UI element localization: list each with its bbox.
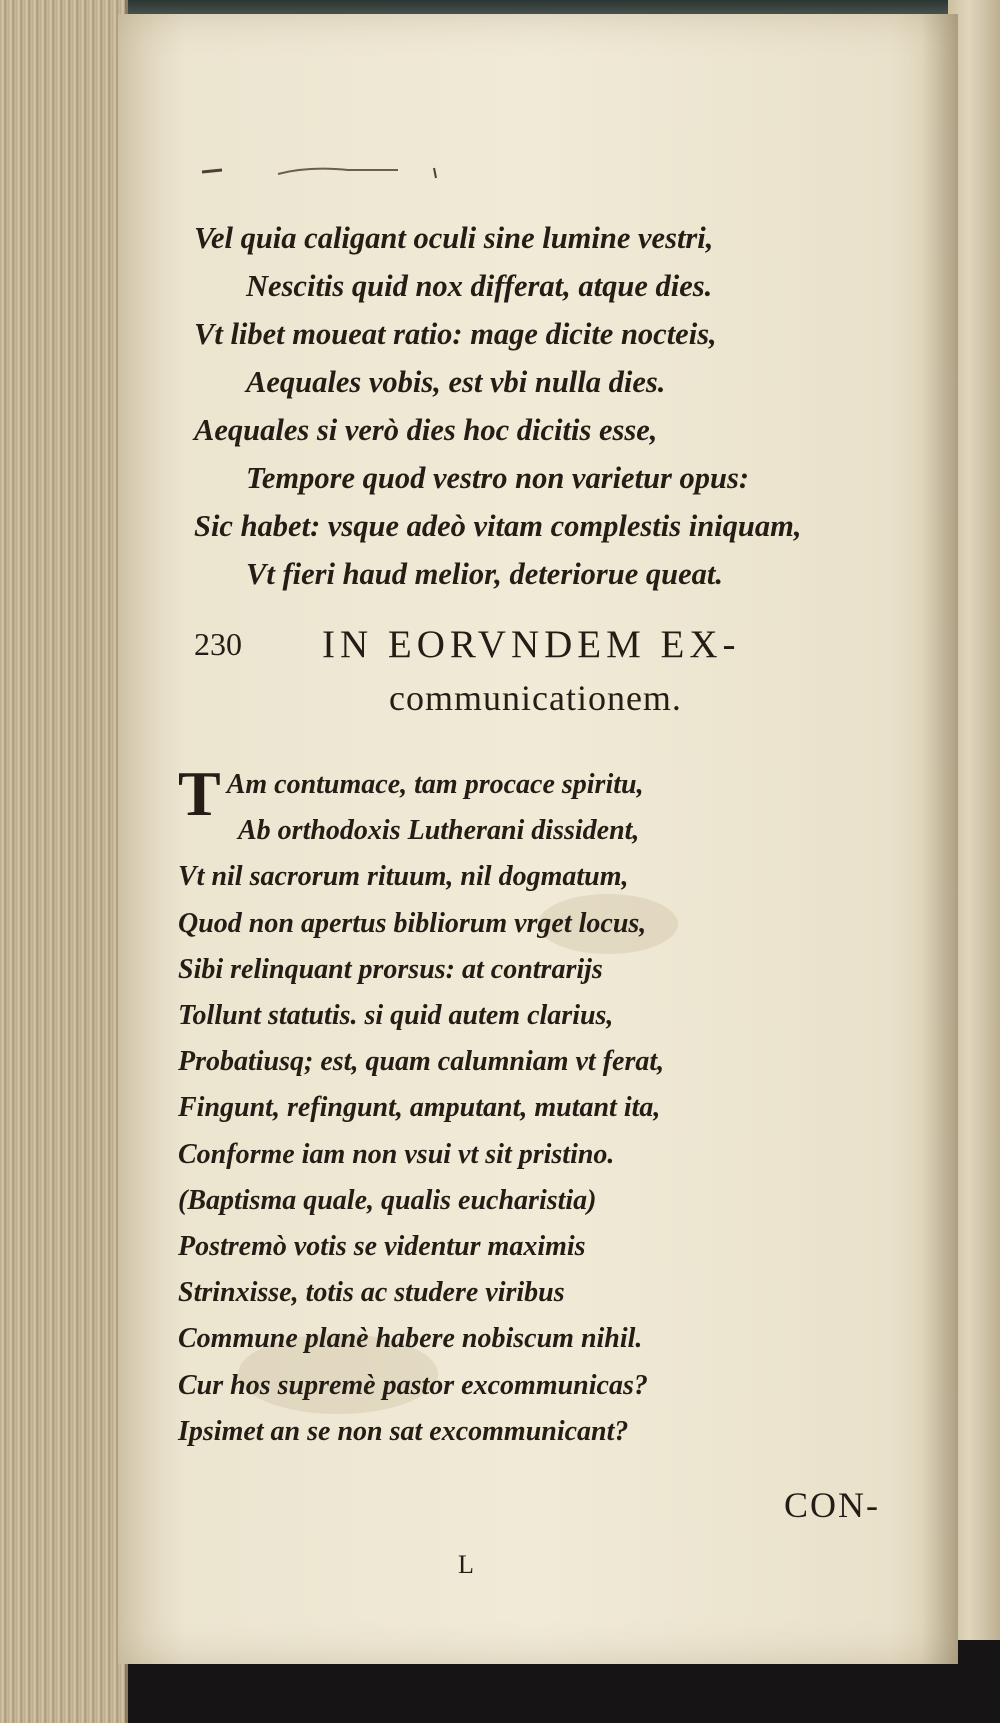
verse-line: Postremò votis se videntur maximis (178, 1231, 586, 1263)
verse-line: Aequales si verò dies hoc dicitis esse, (194, 413, 658, 447)
ink-bleed-marks (198, 160, 498, 180)
verse-line: Fingunt, refingunt, amputant, mutant ita, (178, 1092, 661, 1124)
verse-line-first (178, 758, 898, 829)
catchword: CON- (784, 1485, 880, 1525)
heading-title-line1: IN EORVNDEM EX- (322, 623, 741, 666)
verse-line: Vt nil sacrorum rituum, nil dogmatum, (178, 861, 629, 893)
verse-line: Quod non apertus bibliorum vrget locus, (178, 907, 647, 939)
verse-line: Sic habet: vsque adeò vitam complestis iniquam, (194, 509, 802, 543)
verse-line: Conforme iam non vsui vt sit pristino. (178, 1138, 615, 1170)
heading-title-line2: communicationem. (389, 678, 682, 718)
page-edges-left (0, 0, 128, 1723)
verse-line: Aequales vobis, est vbi nulla dies. (246, 365, 666, 399)
verse-line: (Baptisma quale, qualis eucharistia) (178, 1184, 597, 1216)
verse-line: Strinxisse, totis ac studere viribus (178, 1277, 565, 1309)
verse-line-text: Am contumace, tam procace spiritu, (226, 769, 644, 800)
verse-line: Ipsimet an se non sat excommunicant? (178, 1415, 629, 1447)
poem-number: 230 (194, 626, 242, 662)
signature-mark: L (458, 1550, 474, 1579)
verse-line: Nescitis quid nox differat, atque dies. (246, 269, 713, 303)
verse-line: Vt fieri haud melior, deteriorue queat. (246, 557, 724, 591)
drop-capital: T (178, 758, 221, 829)
verse-line: Tollunt statutis. si quid autem clarius, (178, 1000, 614, 1032)
verse-line: Sibi relinquant prorsus: at contrarijs (178, 953, 603, 985)
verse-line: Vt libet moueat ratio: mage dicite nocteis, (194, 317, 717, 351)
main-poem (178, 758, 898, 1455)
verse-line: Commune planè habere nobiscum nihil. (178, 1323, 643, 1355)
verse-line: Vel quia caligant oculi sine lumine vestri, (194, 221, 714, 255)
verse-line: Probatiusq; est, quam calumniam vt ferat, (178, 1046, 665, 1078)
book-page (118, 14, 958, 1664)
verse-line: Tempore quod vestro non varietur opus: (246, 461, 750, 495)
verse-line: Ab orthodoxis Lutherani dissident, (238, 815, 640, 847)
top-poem (194, 214, 934, 598)
verse-line: Cur hos supremè pastor excommunicas? (178, 1369, 648, 1401)
